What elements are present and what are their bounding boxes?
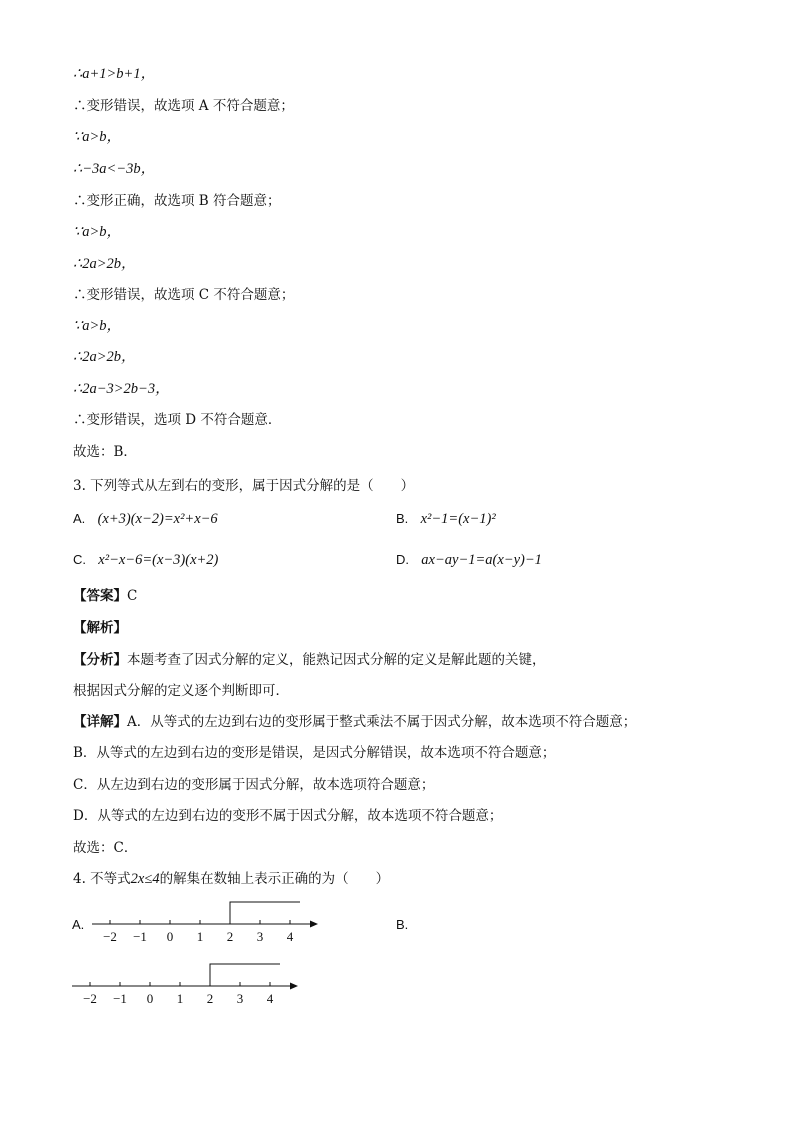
tick-label: 3 <box>256 929 264 944</box>
q3-option-a <box>73 508 218 530</box>
q4-inequality: 2x≤4 <box>130 871 160 887</box>
xiangjie-row-3: C．从左边到右边的变形属于因式分解，故本选项符合题意； <box>73 777 435 793</box>
answer-value: C <box>127 588 138 604</box>
solution-line: ∴−3a<−3b， <box>73 161 156 177</box>
analysis-tag: 【解析】 <box>73 620 127 636</box>
fenxi-row <box>73 650 546 670</box>
solution-line: ∴变形错误，选项 D 不符合题意． <box>73 412 282 428</box>
axis-arrow <box>290 983 298 990</box>
q3-title: 3. 下列等式从左到右的变形，属于因式分解的是（ ） <box>73 478 415 494</box>
option-label: B. <box>396 917 409 932</box>
solution-line: ∵a>b， <box>73 318 122 334</box>
tick-label: −2 <box>83 991 97 1006</box>
q4-title <box>73 869 389 889</box>
solution-line: ∴2a−3>2b−3， <box>73 381 170 397</box>
option-expression: ax−ay−1=a(x−y)−1 <box>421 552 542 568</box>
tick-label: 0 <box>146 991 154 1006</box>
option-expression: (x+3)(x−2)=x²+x−6 <box>97 511 218 527</box>
answer-row <box>73 586 137 606</box>
xiangjie-row-2: B．从等式的左边到右边的变形是错误，是因式分解错误，故本选项不符合题意； <box>73 745 556 761</box>
analysis-row <box>73 618 127 638</box>
q3-option-d <box>396 549 542 571</box>
axis-arrow <box>310 921 318 928</box>
solution-line: ∴2a>2b， <box>73 256 136 272</box>
number-line-option-a <box>90 898 330 948</box>
fenxi-tag: 【分析】 <box>73 652 127 668</box>
tick-label: 1 <box>176 991 184 1006</box>
xiangjie-tag: 【详解】 <box>73 714 127 730</box>
option-label: A. <box>73 511 86 526</box>
tick-label: −2 <box>103 929 117 944</box>
solution-line: ∴变形错误，故选项 C 不符合题意； <box>73 287 295 303</box>
conclusion-row: 故选：C． <box>73 840 138 856</box>
solution-line: ∴2a>2b， <box>73 349 136 365</box>
solution-line: ∴变形错误，故选项 A 不符合题意； <box>73 98 294 114</box>
tick-label: 2 <box>206 991 214 1006</box>
tick-label: −1 <box>133 929 147 944</box>
xiangjie-row-4: D．从等式的左边到右边的变形不属于因式分解，故本选项不符合题意； <box>73 808 503 824</box>
number-line-option-b <box>70 960 310 1010</box>
tick-label: 2 <box>226 929 234 944</box>
xiangjie-row-1 <box>73 712 636 732</box>
tick-label: 4 <box>266 991 274 1006</box>
tick-label: 3 <box>236 991 244 1006</box>
solution-line: 故选：B． <box>73 444 137 460</box>
tick-label: 0 <box>166 929 174 944</box>
tick-label: 1 <box>196 929 204 944</box>
xiangjie-text: A．从等式的左边到右边的变形属于整式乘法不属于因式分解，故本选项不符合题意； <box>127 714 637 730</box>
q4-option-b-label <box>396 914 416 936</box>
q3-option-c <box>73 549 218 571</box>
tick-label: −1 <box>113 991 127 1006</box>
option-expression: x²−x−6=(x−3)(x+2) <box>98 552 219 568</box>
q3-option-b <box>396 508 496 530</box>
q4-title-pre: 4. 不等式 <box>73 871 131 887</box>
option-label: C. <box>73 552 86 567</box>
solution-line: ∴变形正确，故选项 B 符合题意； <box>73 193 281 209</box>
fenxi-row-2: 根据因式分解的定义逐个判断即可． <box>73 683 289 699</box>
option-label: B. <box>396 511 409 526</box>
option-label: A. <box>72 917 85 932</box>
solution-line: ∵a>b， <box>73 129 122 145</box>
solution-line: ∵a>b， <box>73 224 122 240</box>
option-label: D. <box>396 552 409 567</box>
tick-label: 4 <box>286 929 294 944</box>
q4-title-post: 的解集在数轴上表示正确的为（ ） <box>159 871 390 887</box>
solution-line: ∴a+1>b+1， <box>73 66 156 82</box>
option-expression: x²−1=(x−1)² <box>420 511 496 527</box>
answer-tag: 【答案】 <box>73 588 127 604</box>
fenxi-text: 本题考查了因式分解的定义，能熟记因式分解的定义是解此题的关键， <box>127 652 546 668</box>
